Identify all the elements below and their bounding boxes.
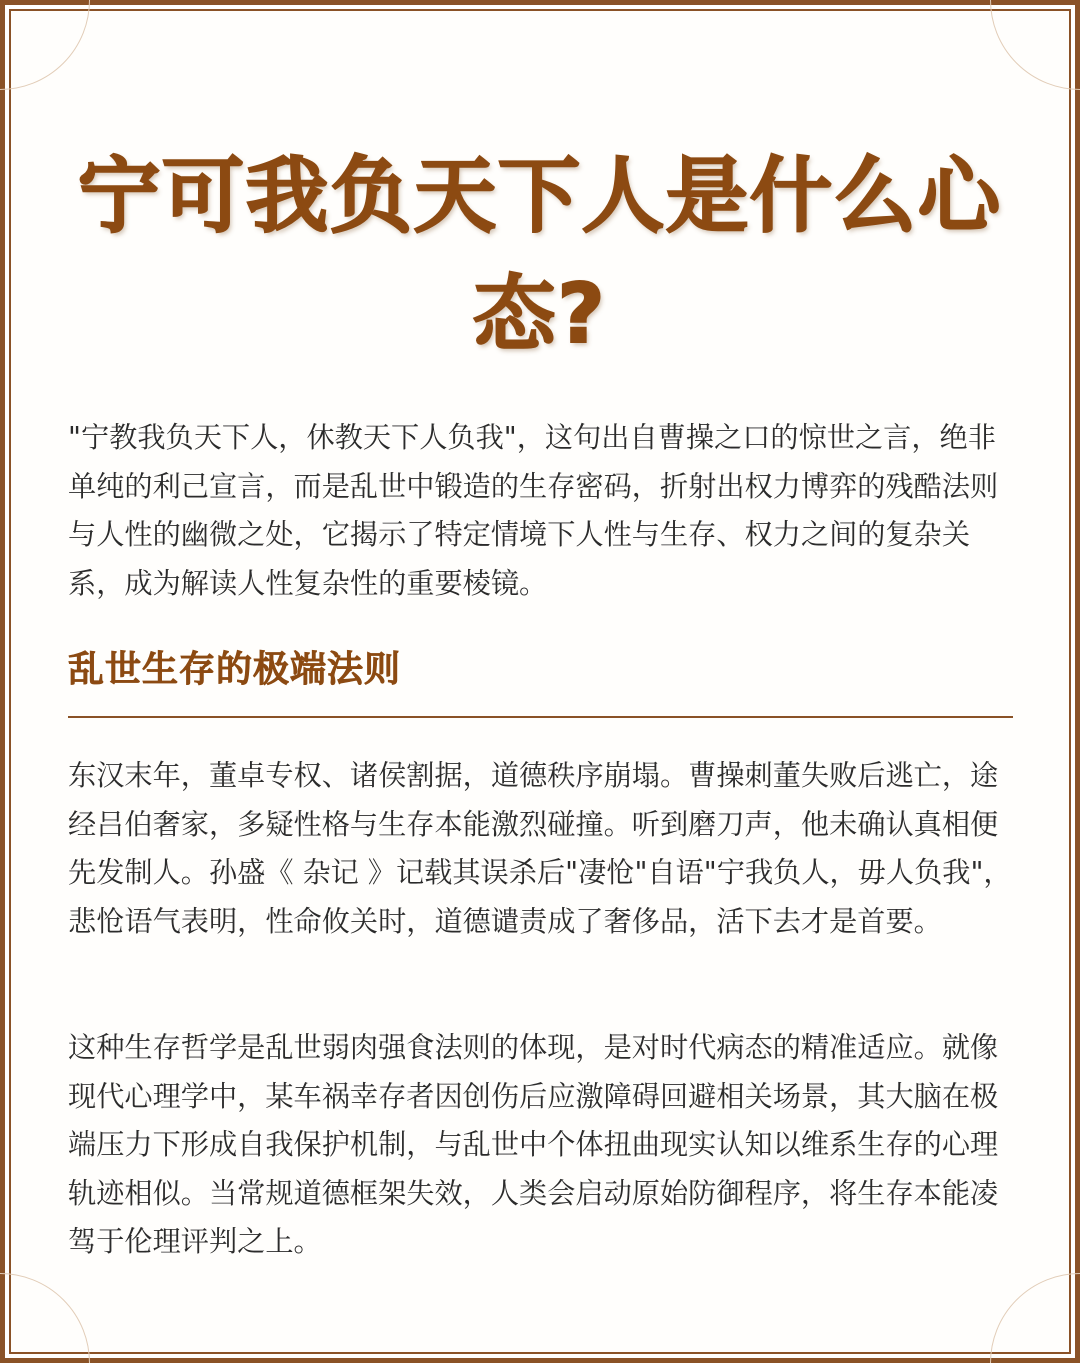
- intro-paragraph: "宁教我负天下人，休教天下人负我"，这句出自曹操之口的惊世之言，绝非单纯的利己宣言，而是乱世中锻造的生存密码，折射出权力博弈的残酷法则与人性的幽微之处，它揭示了特定情境下人性与生存、权力之间的复杂关系，成为解读人性复杂性的重要棱镜。: [68, 421, 999, 600]
- section-heading: 乱世生存的极端法则: [68, 649, 402, 690]
- page-title: 宁可我负天下人是什么心态?: [77, 149, 1002, 362]
- body-paragraph-2: 这种生存哲学是乱世弱肉强食法则的体现，是对时代病态的精准适应。就像现代心理学中，某车祸幸存者因创伤后应激障碍回避相关场景，其大脑在极端压力下形成自我保护机制，与乱世中个体扭曲现实认知以维系生存的心理轨迹相似。当常规道德框架失效，人类会启动原始防御程序，将生存本能凌驾于伦理评判之上。: [68, 1031, 999, 1258]
- section-divider: [68, 716, 1013, 718]
- body-paragraph-1: 东汉末年，董卓专权、诸侯割据，道德秩序崩塌。曹操刺董失败后逃亡，途经吕伯奢家，多疑性格与生存本能激烈碰撞。听到磨刀声，他未确认真相便先发制人。孙盛《 杂记 》记载其误杀后"凄怆"自语"宁我负人，毋人负我"，悲怆语气表明，性命攸关时，道德谴责成了奢侈品，活下去才是首要。: [68, 759, 1012, 938]
